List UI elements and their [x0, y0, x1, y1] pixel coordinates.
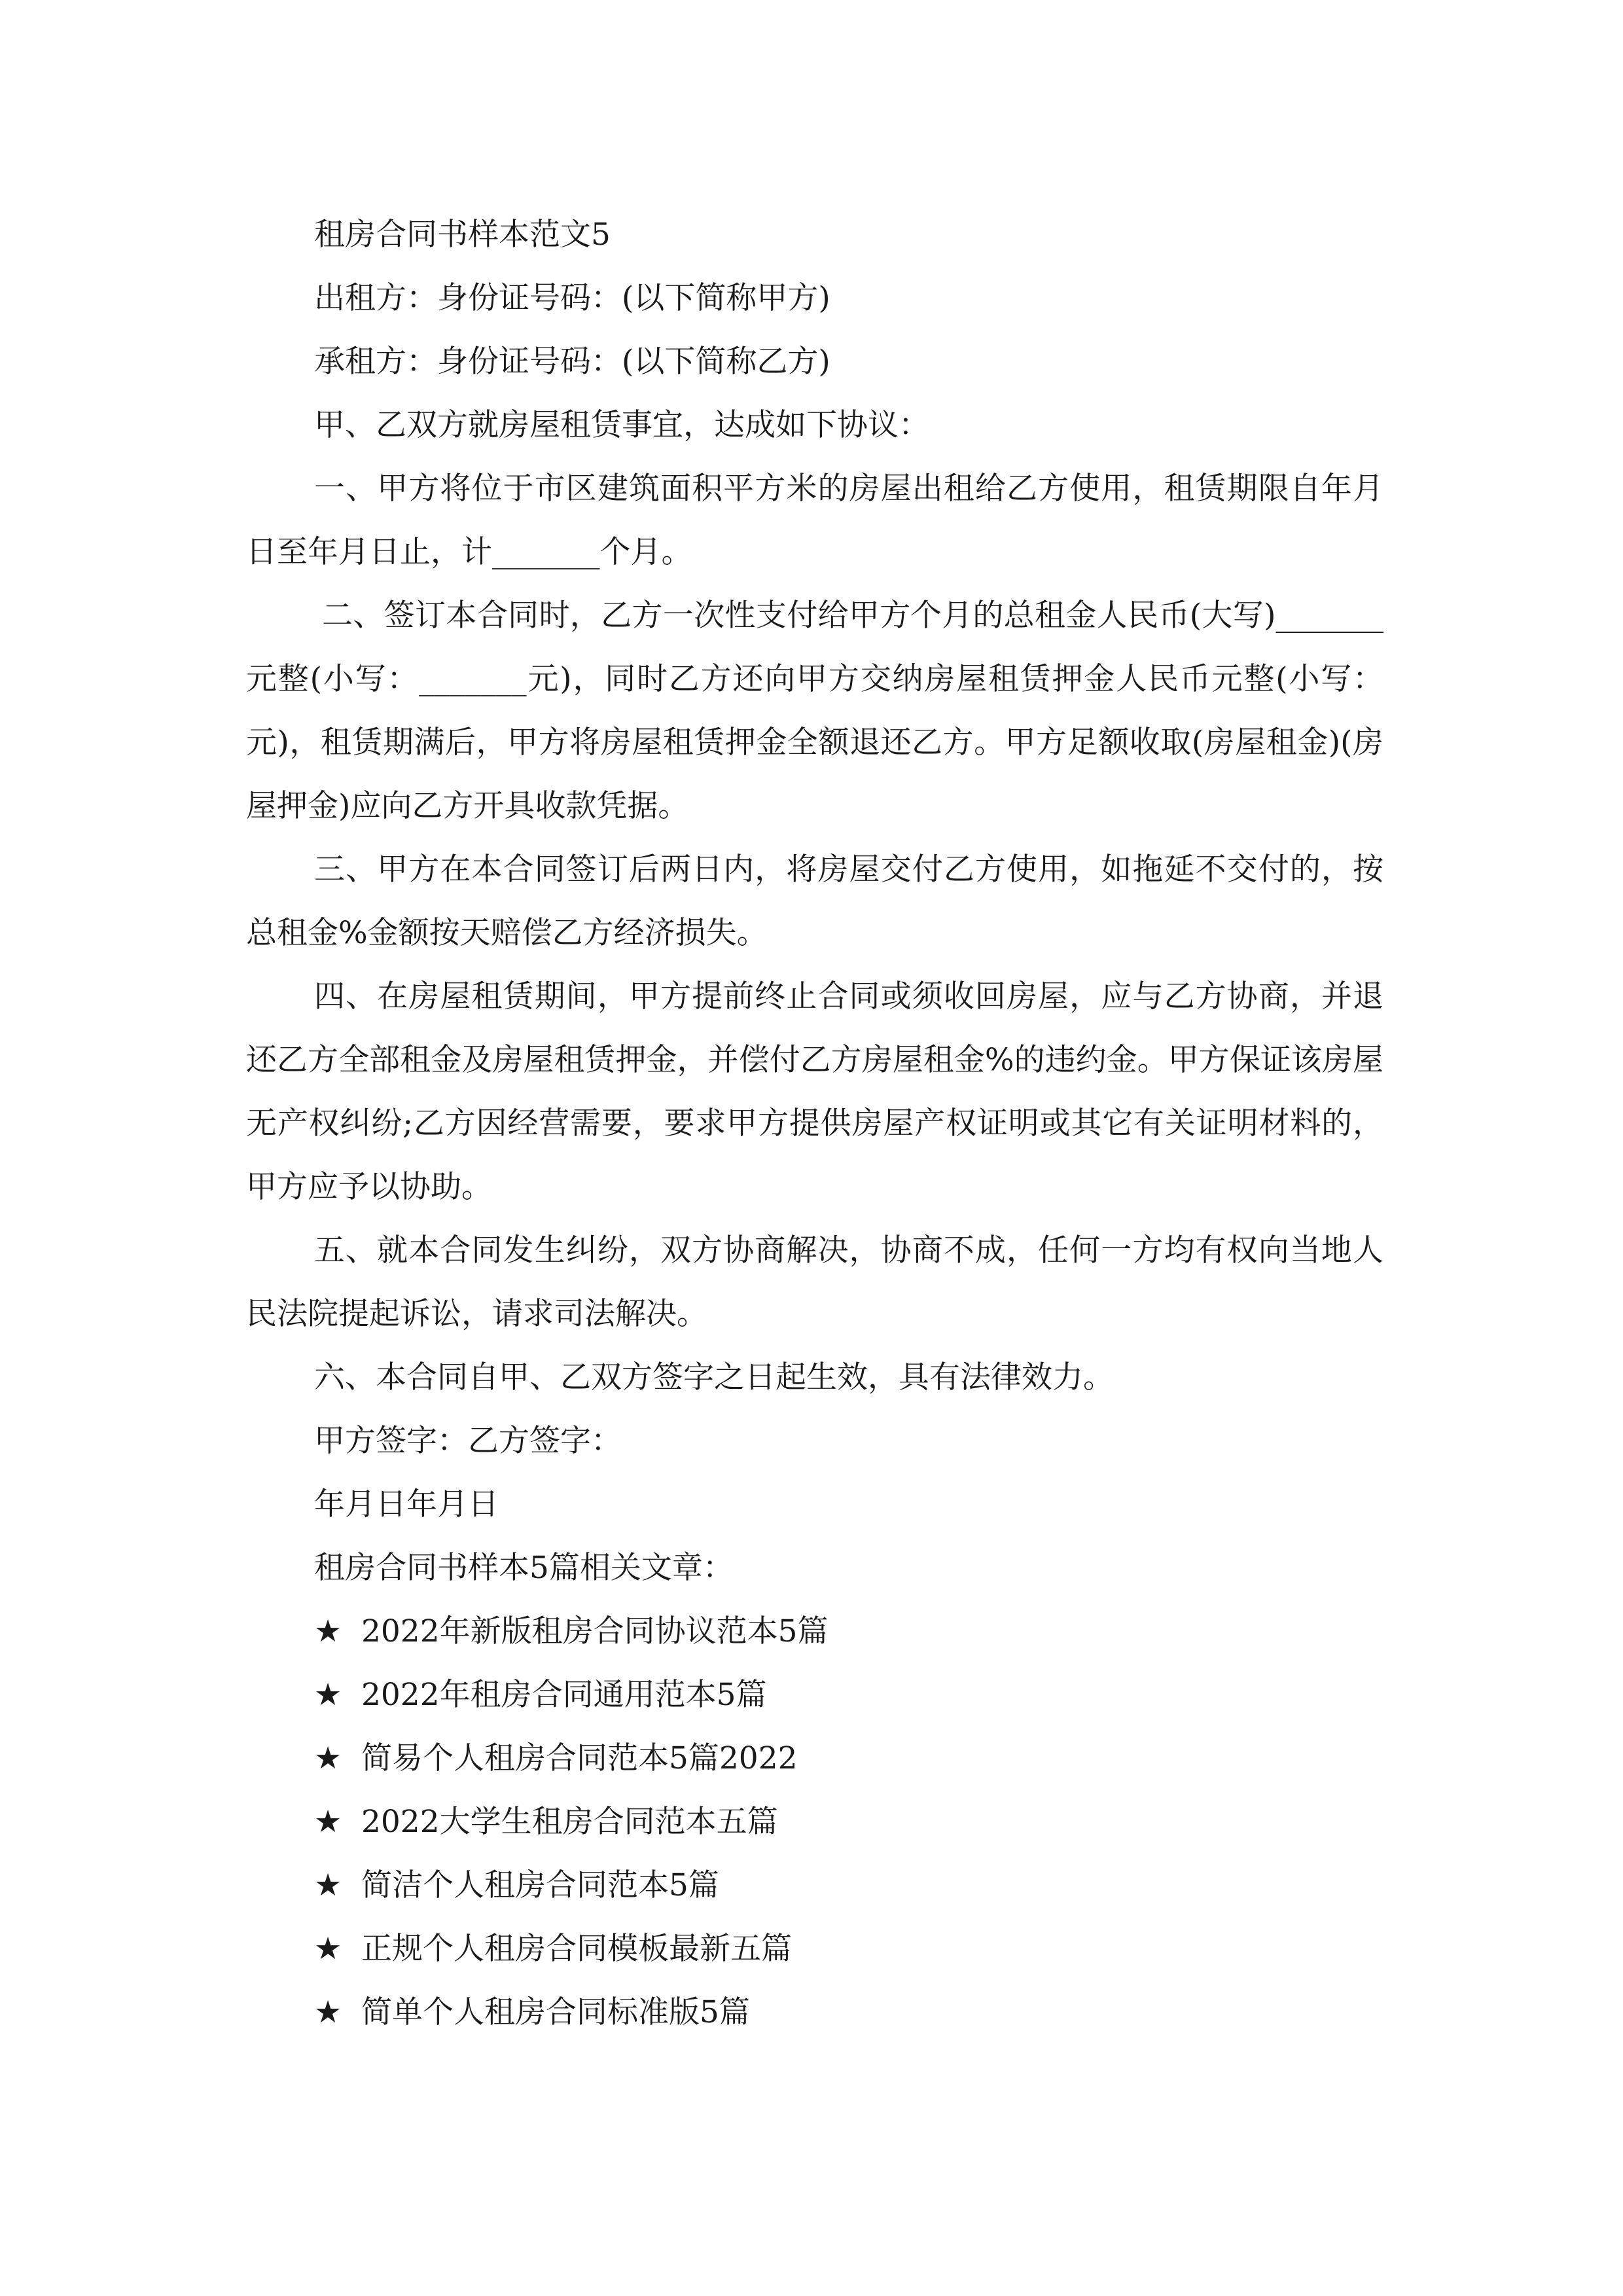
- star-icon: ★: [314, 1677, 342, 1713]
- document-title: 租房合同书样本范文5: [314, 217, 611, 253]
- clause-5: 五、就本合同发生纠纷，双方协商解决，协商不成，任何一方均有权向当地人民法院提起诉讼，请求司法解决。: [246, 1232, 1383, 1332]
- clause-6: 六、本合同自甲、乙双方签字之日起生效，具有法律效力。: [314, 1359, 1114, 1395]
- date-line: 年月日年月日: [314, 1486, 499, 1522]
- star-icon: ★: [314, 1994, 342, 2030]
- lessor-line: 出租方：身份证号码：(以下简称甲方): [314, 280, 830, 316]
- related-article-title: 简易个人租房合同范本5篇2022: [361, 1740, 798, 1776]
- related-article-title: 正规个人租房合同模板最新五篇: [361, 1931, 792, 1967]
- star-icon: ★: [314, 1867, 342, 1903]
- clause-4: 四、在房屋租赁期间，甲方提前终止合同或须收回房屋，应与乙方协商，并退还乙方全部租金及房屋租赁押金，并偿付乙方房屋租金%的违约金。甲方保证该房屋无产权纠纷;乙方因经营需要，要求甲方提供房屋产权证明或其它有关证明材料的，甲方应予以协助。: [246, 978, 1383, 1205]
- related-article-title: 2022大学生租房合同范本五篇: [361, 1804, 778, 1840]
- related-article-title: 2022年租房合同通用范本5篇: [361, 1677, 767, 1713]
- star-icon: ★: [314, 1931, 342, 1967]
- list-item[interactable]: [246, 1917, 1383, 1981]
- list-item[interactable]: [246, 1663, 1383, 1727]
- list-item[interactable]: [246, 1600, 1383, 1663]
- signature-line: 甲方签字：乙方签字：: [314, 1423, 622, 1459]
- related-article-title: 简单个人租房合同标准版5篇: [361, 1994, 750, 2030]
- related-articles-list: [246, 1600, 1383, 2044]
- list-item[interactable]: [246, 1854, 1383, 1917]
- related-article-title: 简洁个人租房合同范本5篇: [361, 1867, 719, 1903]
- document-body: [246, 203, 1383, 2044]
- star-icon: ★: [314, 1804, 342, 1840]
- lessee-line: 承租方：身份证号码：(以下简称乙方): [314, 344, 830, 380]
- list-item[interactable]: [246, 1981, 1383, 2044]
- clause-1: 一、甲方将位于市区建筑面积平方米的房屋出租给乙方使用，租赁期限自年月日至年月日止，计_______个月。: [246, 471, 1383, 570]
- list-item[interactable]: [246, 1727, 1383, 1790]
- list-item[interactable]: [246, 1790, 1383, 1854]
- related-article-title: 2022年新版租房合同协议范本5篇: [361, 1613, 829, 1649]
- star-icon: ★: [314, 1613, 342, 1649]
- related-heading: 租房合同书样本5篇相关文章：: [314, 1550, 734, 1586]
- star-icon: ★: [314, 1740, 342, 1776]
- clause-3: 三、甲方在本合同签订后两日内，将房屋交付乙方使用，如拖延不交付的，按总租金%金额按天赔偿乙方经济损失。: [246, 852, 1383, 951]
- intro-line: 甲、乙双方就房屋租赁事宜，达成如下协议：: [314, 407, 929, 443]
- clause-2: 二、签订本合同时，乙方一次性支付给甲方个月的总租金人民币(大写)_______元整(小写：_______元)，同时乙方还向甲方交纳房屋租赁押金人民币元整(小写：元)，租赁期满后，甲方将房屋租赁押金全额退还乙方。甲方足额收取(房屋租金)(房屋押金)应向乙方开具收款凭据。: [246, 598, 1383, 824]
